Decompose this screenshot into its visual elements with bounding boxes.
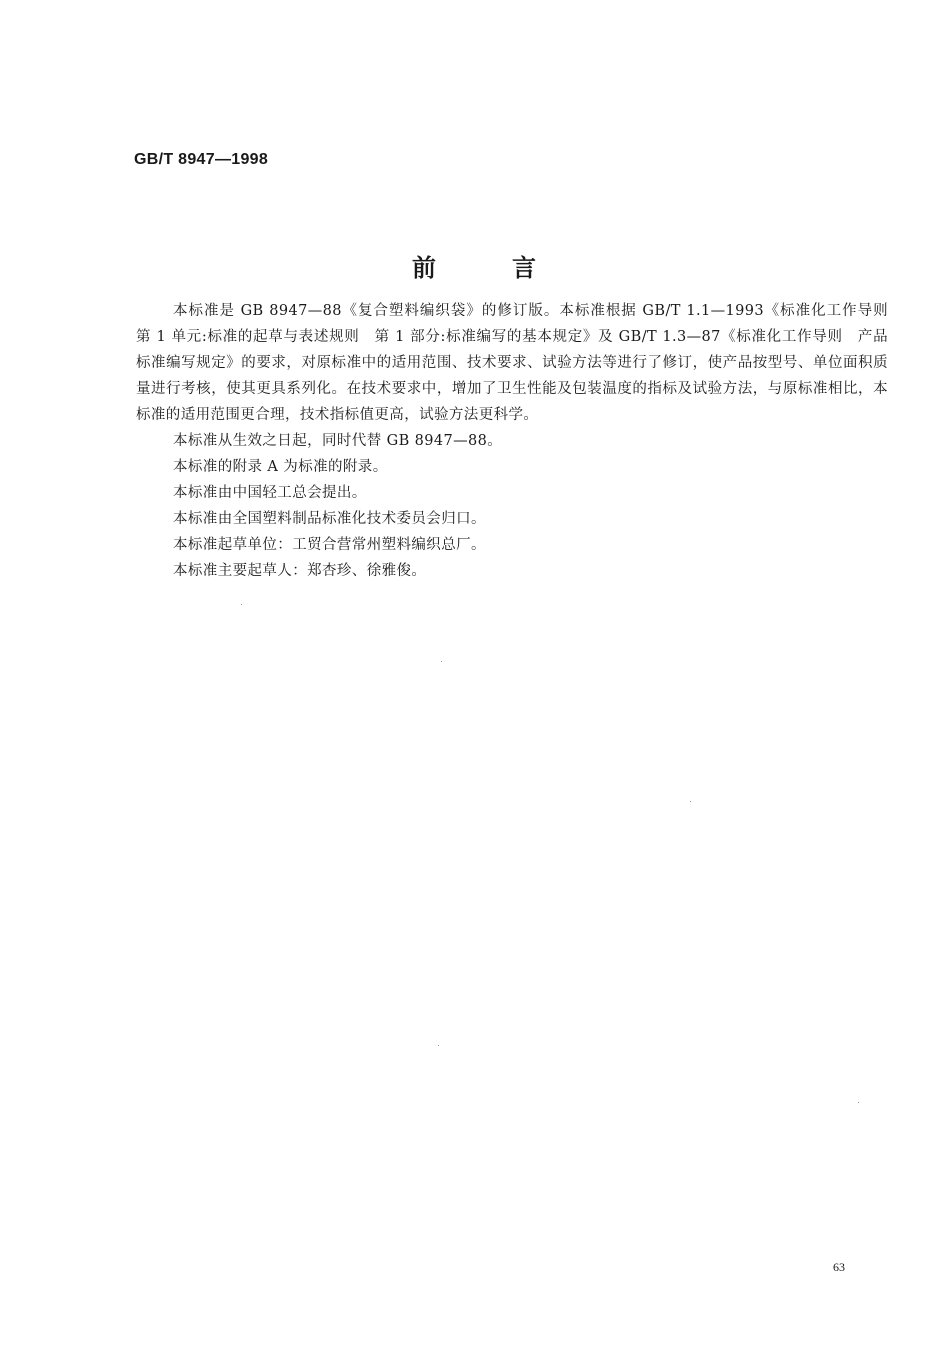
- paragraph-drafters: 本标准主要起草人：郑杏珍、徐雅俊。: [173, 563, 427, 579]
- paragraph-proposer: 本标准由中国轻工总会提出。: [173, 485, 367, 501]
- paragraph-committee: 本标准由全国塑料制品标准化技术委员会归口。: [173, 511, 486, 527]
- section-title: [0, 248, 950, 283]
- scan-speck: [438, 1045, 439, 1046]
- paragraph-replacement: 本标准从生效之日起，同时代替 GB 8947—88。: [173, 433, 503, 449]
- title-char-2: 言: [512, 254, 538, 282]
- scan-speck: [441, 661, 442, 662]
- paragraph-revision-basis: 本标准是 GB 8947—88《复合塑料编织袋》的修订版。本标准根据 GB/T 1.1—1993《标准化工作导则 第 1 单元:标准的起草与表述规则 第 1 部分:标准编写的基本规定》及 GB/T 1.3—87《标准化工作导则 产品标准编写规定》的要求，对原标准中的适用范围、技术要求、试验方法等进行了修订，使产品按型号、单位面积质量进行考核，使其更具系列化。在技术要求中，增加了卫生性能及包装温度的指标及试验方法，与原标准相比，本标准的适用范围更合理，技术指标值更高，试验方法更科学。: [136, 303, 903, 423]
- scan-speck: [858, 1102, 859, 1103]
- title-char-1: 前: [412, 254, 438, 282]
- paragraph-drafting-unit: 本标准起草单位：工贸合营常州塑料编织总厂。: [173, 537, 486, 553]
- foreword-body: [136, 298, 903, 584]
- scan-speck: [690, 801, 691, 802]
- page-number: 63: [833, 1260, 845, 1274]
- standard-code: GB/T 8947—1998: [134, 151, 269, 168]
- paragraph-appendix: 本标准的附录 A 为标准的附录。: [173, 459, 388, 475]
- scan-speck: [241, 604, 242, 605]
